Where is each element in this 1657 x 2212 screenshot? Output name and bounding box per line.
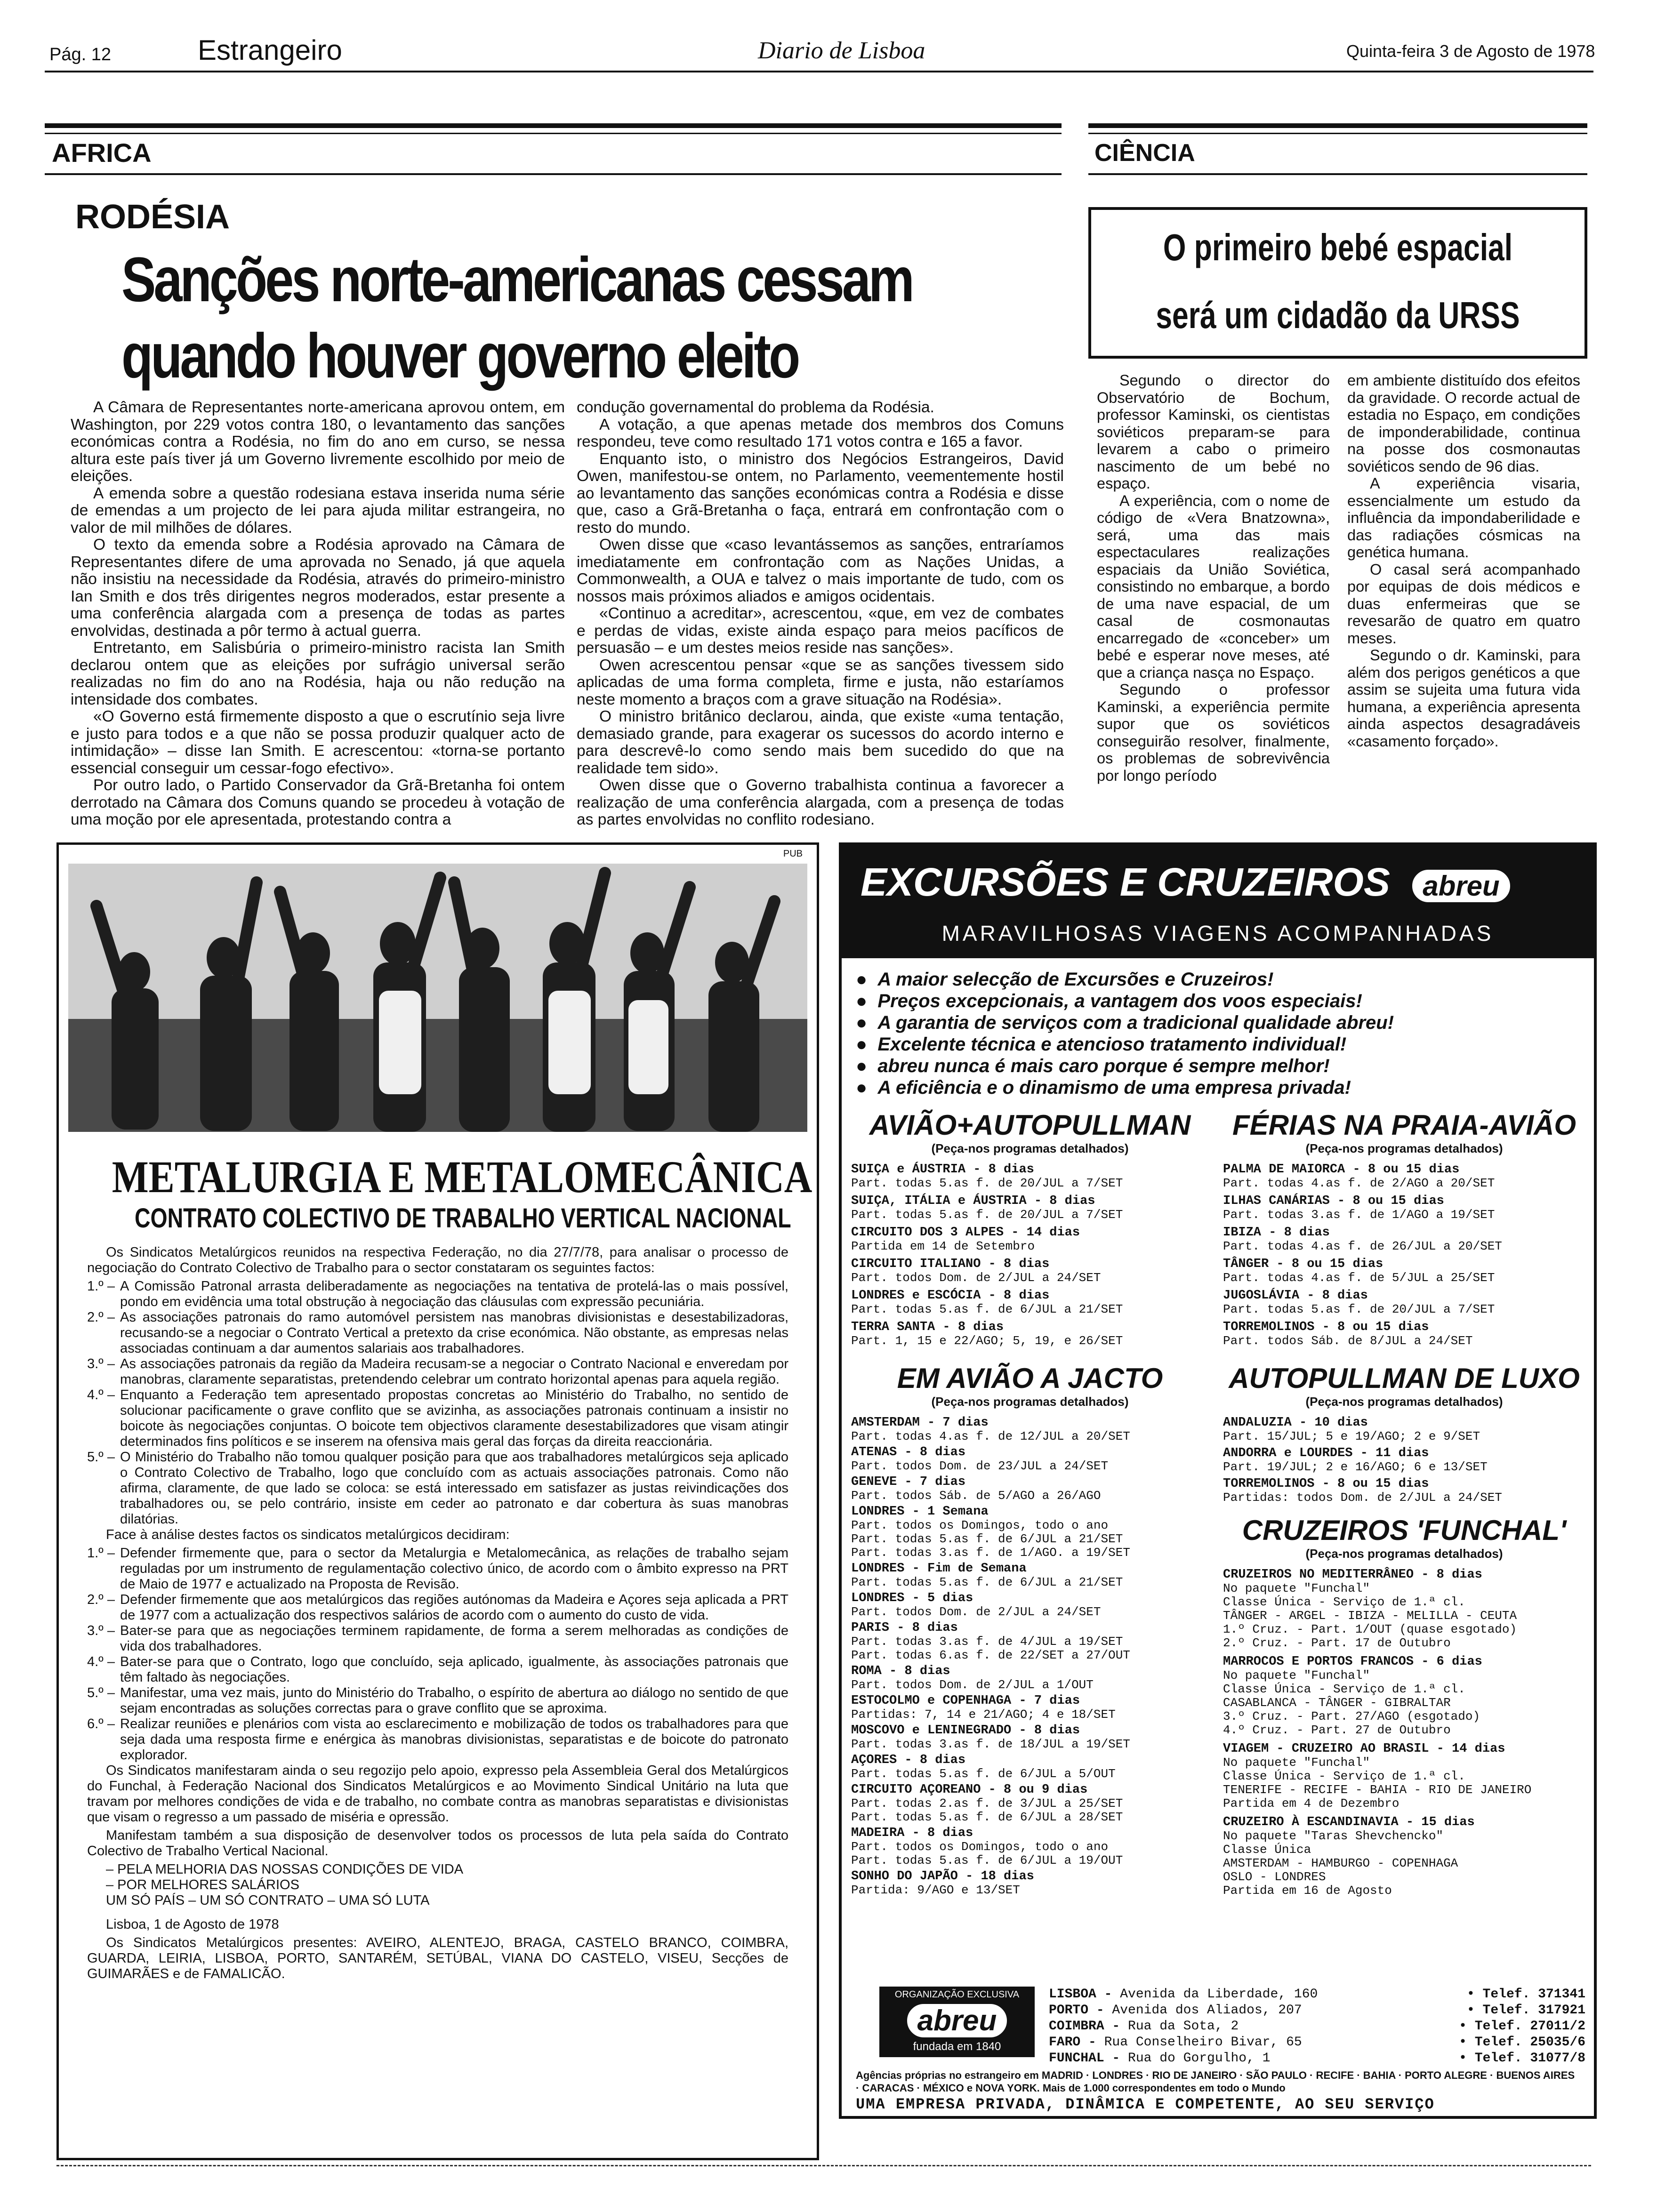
bullet-dot-icon: ●	[856, 969, 878, 990]
pub-label: PUB	[783, 849, 803, 859]
bullet-text: abreu nunca é mais caro porque é sempre melhor!	[877, 1056, 1330, 1076]
address-row	[1049, 2051, 1585, 2067]
trip-detail: Part. todas 5.as f. de 6/JUL a 19/OUT	[851, 1853, 1123, 1867]
trip-name: ILHAS CANÁRIAS - 8 ou 15 dias	[1223, 1194, 1444, 1208]
bullet-dot-icon: ●	[856, 991, 878, 1011]
trip-detail: Classe Única - Serviço de 1.ª cl.	[1223, 1769, 1465, 1783]
decision-text: Bater-se para que as negociações terminem rapidamente, de forma a serem melhoradas as condições de vida dos trabalhadores.	[120, 1623, 788, 1654]
abreu-bullet	[856, 1077, 1581, 1098]
article-column-1	[71, 399, 565, 829]
trip-detail: Part. todos os Domingos, todo o ano	[851, 1518, 1109, 1532]
trip-name: SUIÇA, ITÁLIA e ÁUSTRIA - 8 dias	[851, 1194, 1095, 1208]
trip-name: AMSTERDAM - 7 dias	[851, 1416, 989, 1430]
fact-text: Enquanto a Federação tem apresentado propostas concretas ao Ministério do Trabalho, no sentido de solucionar pacificamente o grave conflito que se avizinha, as associações patronais continuam a insistir no boicote às negociações conjuntas. O boicote tem objectivos claramente desestabilizadores que visam atingir determinados fins políticos e se inserem na ofensiva mais geral das forças da direita reaccionária.	[120, 1387, 788, 1449]
article-headline-line2: quando houver governo eleito	[121, 321, 798, 391]
trip-item	[851, 1162, 1209, 1190]
fact-text: O Ministério do Trabalho não tomou qualquer posição para que aos trabalhadores metalúrgicos seja aplicado o Contrato Colectivo de Trabalho, logo que concluído com as actuais associações patronais. Como não afirma, claramente, de que lado se coloca: se está interessado em satisfazer as justas reivindicações dos trabalhadores ou, se pelo contrário, insiste em ceder ao patronato e dar cobertura às suas manobras dilatórias.	[120, 1450, 788, 1527]
article-column-2	[577, 399, 1064, 829]
trip-name: CRUZEIRO À ESCANDINAVIA - 15 dias	[1223, 1815, 1475, 1829]
trip-detail: Part. todos Dom. de 23/JUL a 24/SET	[851, 1459, 1109, 1473]
category-subtitle: (Peça-nos programas detalhados)	[1305, 1547, 1503, 1561]
decision-item	[87, 1592, 788, 1623]
article-paragraph: Enquanto isto, o ministro dos Negócios Estrangeiros, David Owen, manifestou-se ontem, no Parlamento, veementemente hostil ao levantamento das sanções económicas contra a Rodésia e disse que, caso a Grã-Bretanha o faça, entrará em confrontação com o resto do mundo.	[577, 450, 1064, 537]
trip-detail: No paquete "Funchal"	[1223, 1581, 1370, 1595]
header-rule	[45, 71, 1593, 72]
trip-item	[1223, 1226, 1585, 1253]
africa-section-bottom	[45, 173, 1062, 175]
trip-detail: Part. todas 2.as f. de 3/JUL a 25/SET	[851, 1796, 1123, 1811]
fact-number: 5.º –	[87, 1450, 115, 1465]
trip-detail: TÂNGER - ARGEL - IBIZA - MELILLA - CEUTA	[1223, 1609, 1517, 1623]
trip-item	[851, 1723, 1209, 1751]
trip-name: PALMA DE MAIORCA - 8 ou 15 dias	[1223, 1162, 1460, 1177]
metal-ad-body	[87, 1245, 788, 1985]
address-street: Avenida da Liberdade, 160	[1120, 1987, 1318, 2002]
trip-item	[851, 1664, 1209, 1692]
abreu-logo-large: abreu	[905, 2002, 1009, 2039]
abreu-bullet	[856, 1012, 1581, 1034]
bullet-dot-icon: ●	[856, 1034, 878, 1055]
metal-ad-intro: Os Sindicatos Metalúrgicos reunidos na respectiva Federação, no dia 27/7/78, para analisar o processo de negociação do Contrato Colectivo de Trabalho para o sector constataram os seguintes factos:	[87, 1245, 788, 1275]
trip-detail: Partida: 9/AGO e 13/SET	[851, 1883, 1020, 1897]
address-telephone: • Telef. 25035/6	[1459, 2035, 1585, 2050]
ciencia-column-1	[1097, 372, 1330, 784]
decision-text: Defender firmemente que aos metalúrgicos das regiões autónomas da Madeira e Açores seja aplicada a PRT de 1977 com a actualização dos respectivos salários de acordo com o aumento do custo de vida.	[120, 1592, 788, 1623]
trip-item	[851, 1826, 1209, 1867]
fact-item	[87, 1450, 788, 1527]
article-paragraph: A Câmara de Representantes norte-americana aprovou ontem, em Washington, por 229 votos contra 180, o levantamento das sanções económicas contra a Rodésia, no fim do ano em curso, se nessa altura este país tiver já um Governo livremente escolhido por meio de eleições.	[71, 399, 565, 485]
bullet-text: A eficiência e o dinamismo de uma empresa privada!	[877, 1077, 1351, 1098]
slogan-line: UM SÓ PAÍS – UM SÓ CONTRATO – UMA SÓ LUTA	[106, 1893, 430, 1908]
trip-name: LONDRES - 1 Semana	[851, 1505, 989, 1519]
category-subtitle: (Peça-nos programas detalhados)	[931, 1141, 1129, 1155]
category-autopullman-luxo: AUTOPULLMAN DE LUXO	[1229, 1362, 1580, 1394]
trip-name: CIRCUITO ITALIANO - 8 dias	[851, 1257, 1050, 1271]
bullet-dot-icon: ●	[856, 1012, 878, 1033]
trip-detail: OSLO - LONDRES	[1223, 1870, 1326, 1884]
trip-name: ATENAS - 8 dias	[851, 1445, 966, 1459]
article-paragraph: Por outro lado, o Partido Conservador da Grã-Bretanha foi ontem derrotado na Câmara dos Comuns quando se procedeu à votação de uma moção por ele apresentada, protestando contra a	[71, 777, 565, 828]
address-street: Rua da Sota, 2	[1128, 2019, 1239, 2034]
trip-name: CIRCUITO AÇOREANO - 8 ou 9 dias	[851, 1783, 1088, 1797]
trip-detail: Part. todas 5.as f. de 20/JUL a 7/SET	[851, 1208, 1123, 1222]
decision-item	[87, 1685, 788, 1716]
article-headline-line1: Sanções norte-americanas cessam	[121, 245, 912, 315]
trip-name: CRUZEIROS NO MEDITERRÂNEO - 8 dias	[1223, 1568, 1482, 1582]
trip-detail: Part. todos os Domingos, todo o ano	[851, 1840, 1109, 1854]
metal-ad-subtitle-text: CONTRATO COLECTIVO DE TRABALHO VERTICAL NACIONAL	[135, 1203, 791, 1234]
africa-section-bar-2	[45, 133, 1062, 134]
article-paragraph: A votação, a que apenas metade dos membros dos Comuns respondeu, teve como resultado 171 votos contra e 165 a favor.	[577, 416, 1064, 450]
decision-item	[87, 1623, 788, 1654]
trip-detail: Part. todas 5.as f. de 20/JUL a 7/SET	[1223, 1302, 1495, 1316]
decision-text: Manifestar, uma vez mais, junto do Ministério do Trabalho, o espírito de abertura ao diálogo no sentido de que sejam encontradas as soluções correctas para o grave conflito que se aproxima.	[120, 1685, 788, 1716]
trip-item	[851, 1591, 1209, 1619]
category-aviao-jacto: EM AVIÃO A JACTO	[897, 1362, 1163, 1394]
trip-detail: Partida em 4 de Dezembro	[1223, 1796, 1400, 1811]
trip-detail: Part. todas 6.as f. de 22/SET a 27/OUT	[851, 1648, 1130, 1662]
trip-detail: Part. todas 4.as f. de 12/JUL a 20/SET	[851, 1429, 1130, 1443]
trip-name: VIAGEM - CRUZEIRO AO BRASIL - 14 dias	[1223, 1742, 1505, 1756]
trip-list-jacto	[851, 1416, 1209, 1897]
trip-item	[1223, 1742, 1585, 1811]
trip-detail: Part. todas 5.as f. de 6/JUL a 21/SET	[851, 1575, 1123, 1589]
decision-number: 2.º –	[87, 1592, 115, 1607]
trip-detail: Part. todos Dom. de 2/JUL a 24/SET	[851, 1271, 1101, 1285]
metal-ad-title-text: METALURGIA E METALOMECÂNICA	[112, 1152, 812, 1202]
category-subtitle: (Peça-nos programas detalhados)	[1305, 1395, 1503, 1409]
abreu-bullet	[856, 969, 1581, 990]
trip-detail: 1.º Cruz. - Part. 1/OUT (quase esgotado)	[1223, 1622, 1517, 1636]
abreu-title-text: EXCURSÕES E CRUZEIROS	[861, 860, 1390, 904]
address-row	[1049, 1987, 1585, 2003]
ciencia-section-bar-2	[1088, 133, 1587, 134]
trip-name: MADEIRA - 8 dias	[851, 1826, 973, 1840]
abreu-tagline: MARAVILHOSAS VIAGENS ACOMPANHADAS	[941, 921, 1494, 946]
slogan-line: – PELA MELHORIA DAS NOSSAS CONDIÇÕES DE VIDA	[106, 1862, 464, 1877]
trip-item	[851, 1445, 1209, 1473]
issue-date: Quinta-feira 3 de Agosto de 1978	[1346, 41, 1595, 61]
trip-detail: TENERIFE - RECIFE - BAHIA - RIO DE JANEIRO	[1223, 1783, 1532, 1797]
decision-text: Realizar reuniões e plenários com vista ao esclarecimento e mobilização de todos os trabalhadores para que seja dada uma resposta firme e enérgica às manobras divisionistas, separatistas e de boicote do patronato explorador.	[120, 1716, 788, 1763]
address-street: Avenida dos Aliados, 207	[1112, 2003, 1302, 2018]
trip-item	[1223, 1257, 1585, 1285]
article-paragraph: «O Governo está firmemente disposto a que o escrutínio seja livre e justo para todos e a que não se possa produzir qualquer acto de intimidação» – disse Ian Smith. E acrescentou: «torna-se portanto essencial conseguir um cessar-fogo efectivo».	[71, 708, 565, 777]
address-telephone: • Telef. 27011/2	[1459, 2019, 1585, 2034]
decision-number: 1.º –	[87, 1546, 115, 1561]
fact-text: As associações patronais do ramo automóvel persistem nas manobras divisionistas e desestabilizadoras, recusando-se a negociar o Contrato Vertical a pretexto da crise económica. Não obstante, as empresas nelas associadas continuam a dar aumentos salariais aos trabalhadores.	[120, 1310, 788, 1356]
article-paragraph: «Continuo a acreditar», acrescentou, «que, em vez de combates e perdas de vidas, existe ainda espaço para meios pacíficos de persuasão – e um destes meios reside nas sanções».	[577, 605, 1064, 657]
abreu-ad-frame	[839, 842, 1597, 2119]
bullet-text: Preços excepcionais, a vantagem dos voos especiais!	[877, 991, 1362, 1011]
ciencia-section-bar	[1088, 123, 1587, 128]
category-cruzeiros: CRUZEIROS 'FUNCHAL'	[1242, 1515, 1567, 1546]
abreu-addresses	[1049, 1987, 1585, 2067]
abreu-bullet	[856, 990, 1581, 1012]
trip-name: CIRCUITO DOS 3 ALPES - 14 dias	[851, 1226, 1080, 1240]
article-paragraph: O texto da emenda sobre a Rodésia aprovado na Câmara de Representantes difere de uma aprovada no Senado, já que aquela não insistiu na necessidade da Rodésia, através do primeiro-ministro Ian Smith e dos três dirigentes negros moderados, estar presente a uma conferência alargada com a presença de todas as partes envolvidas, destinada a pôr termo à actual guerra.	[71, 536, 565, 640]
trip-item	[1223, 1194, 1585, 1222]
trip-detail: 4.º Cruz. - Part. 27 de Outubro	[1223, 1723, 1451, 1737]
article-paragraph: Owen disse que o Governo trabalhista continua a favorecer a realização de uma conferência alargada, com a presença de todas as partes envolvidas no conflito rodesiano.	[577, 777, 1064, 828]
trip-detail: CASABLANCA - TÂNGER - GIBRALTAR	[1223, 1696, 1451, 1710]
ciencia-title-line1: O primeiro bebé espacial	[1163, 226, 1513, 268]
trip-detail: Part. todos Sáb. de 5/AGO a 26/AGO	[851, 1489, 1101, 1503]
trip-item	[1223, 1655, 1585, 1737]
trip-detail: Part. todas 5.as f. de 6/JUL a 21/SET	[851, 1532, 1123, 1546]
trip-detail: Classe Única - Serviço de 1.ª cl.	[1223, 1682, 1465, 1696]
trip-item	[851, 1416, 1209, 1443]
protest-photo	[68, 864, 807, 1132]
abreu-bullets	[856, 969, 1581, 1098]
trip-detail: Part. todas 3.as f. de 4/JUL a 19/SET	[851, 1635, 1123, 1649]
trip-detail: Part. 19/JUL; 2 e 16/AGO; 6 e 13/SET	[1223, 1460, 1488, 1474]
trip-name: JUGOSLÁVIA - 8 dias	[1223, 1289, 1368, 1303]
trip-detail: Part. todas 5.as f. de 6/JUL a 28/SET	[851, 1810, 1123, 1824]
trip-name: SUIÇA e ÁUSTRIA - 8 dias	[851, 1162, 1034, 1177]
trip-list-luxo	[1223, 1416, 1585, 1505]
decision-text: Bater-se para que o Contrato, logo que concluído, seja aplicado, igualmente, às associações patronais que têm faltado às negociações.	[120, 1654, 788, 1685]
category-subtitle: (Peça-nos programas detalhados)	[1305, 1141, 1503, 1155]
trip-name: GENEVE - 7 dias	[851, 1475, 966, 1489]
ciencia-section-label: CIÊNCIA	[1094, 139, 1195, 167]
trip-item	[1223, 1477, 1585, 1505]
trip-detail: 2.º Cruz. - Part. 17 de Outubro	[1223, 1636, 1451, 1650]
bullet-text: A maior selecção de Excursões e Cruzeiros!	[877, 969, 1274, 990]
protest-illustration	[68, 864, 807, 1132]
trip-detail: Part. todas 3.as f. de 18/JUL a 19/SET	[851, 1737, 1130, 1751]
trip-list-cruzeiros	[1223, 1568, 1585, 1898]
africa-section-bar	[45, 123, 1062, 128]
address-street: Rua Conselheiro Bivar, 65	[1104, 2035, 1302, 2050]
trip-detail: Part. todas 5.as f. de 6/JUL a 5/OUT	[851, 1767, 1116, 1781]
fact-text: As associações patronais da região da Madeira recusam-se a negociar o Contrato Nacional e enveredam por manobras, claramente separatistas, pretendendo celebrar um contrato horizontal apenas para aquela região.	[120, 1356, 788, 1387]
abreu-footer-logo	[879, 1987, 1035, 2057]
metal-ad-closing: Os Sindicatos manifestaram ainda o seu regozijo pelo apoio, expresso pela Assembleia Geral dos Metalúrgicos do Funchal, à Federação Nacional dos Sindicatos Metalúrgicos e ao Movimento Sindical Unitário na luta que travam por melhores condições de vida e de trabalho, no combate contra as manobras separatistas e divisionistas que visam o regresso a um passado de miséria e opressão.	[87, 1763, 788, 1825]
article-paragraph: A emenda sobre a questão rodesiana estava inserida numa série de emendas a um projecto de lei para ajuda militar estrangeira, no valor de mil milhões de dólares.	[71, 484, 565, 537]
ciencia-paragraph: Segundo o dr. Kaminski, para além dos perigos genéticos a que assim se sujeita uma futura vida humana, a experiência apresenta ainda aspectos desagradáveis «casamento forçado».	[1347, 647, 1580, 750]
trip-list-ferias	[1223, 1162, 1585, 1348]
fact-number: 4.º –	[87, 1387, 115, 1403]
trip-name: PARIS - 8 dias	[851, 1621, 958, 1635]
article-paragraph: condução governamental do problema da Rodésia.	[577, 399, 934, 416]
trip-item	[851, 1226, 1209, 1253]
bullet-text: A garantia de serviços com a tradicional qualidade abreu!	[877, 1012, 1394, 1033]
address-city: LISBOA -	[1049, 1987, 1120, 2002]
logo-bottom-text: fundada em 1840	[913, 2040, 1001, 2053]
category-aviao-autopullman: AVIÃO+AUTOPULLMAN	[869, 1109, 1191, 1141]
trip-detail: Classe Única - Serviço de 1.ª cl.	[1223, 1595, 1465, 1609]
trip-name: MOSCOVO e LENINEGRADO - 8 dias	[851, 1723, 1080, 1738]
trip-name: IBIZA - 8 dias	[1223, 1226, 1330, 1240]
trip-name: ANDORRA e LOURDES - 11 dias	[1223, 1446, 1429, 1460]
trip-name: TERRA SANTA - 8 dias	[851, 1320, 1004, 1334]
trip-item	[851, 1257, 1209, 1285]
fact-item	[87, 1356, 788, 1387]
decision-item	[87, 1546, 788, 1592]
trip-item	[851, 1320, 1209, 1348]
abreu-header	[842, 845, 1594, 958]
ciencia-paragraph: A experiência visaria, essencialmente um estudo da influência da impondaberilidade e das radiações cósmicas na genética humana.	[1347, 475, 1580, 561]
address-city: FARO -	[1049, 2035, 1104, 2050]
ciencia-title-line2: será um cidadão da URSS	[1156, 294, 1520, 336]
decision-number: 4.º –	[87, 1654, 115, 1669]
decision-number: 3.º –	[87, 1623, 115, 1638]
category-ferias-praia: FÉRIAS NA PRAIA-AVIÃO	[1232, 1109, 1577, 1141]
address-row	[1049, 2003, 1585, 2019]
metal-ad-title	[59, 1151, 817, 1203]
trip-detail: Partidas: 7, 14 e 21/AGO; 4 e 18/SET	[851, 1707, 1116, 1722]
trip-item	[851, 1783, 1209, 1824]
trip-item	[1223, 1568, 1585, 1650]
fact-item	[87, 1310, 788, 1356]
address-row	[1049, 2019, 1585, 2035]
trip-list-aviao	[851, 1162, 1209, 1348]
trip-detail: No paquete "Funchal"	[1223, 1755, 1370, 1770]
trip-item	[851, 1869, 1209, 1897]
metal-ad-subtitle	[59, 1202, 817, 1234]
abreu-bullet	[856, 1034, 1581, 1055]
trip-name: SONHO DO JAPÃO - 18 dias	[851, 1869, 1034, 1883]
ciencia-paragraph: O casal será acompanhado por equipas de dois médicos e duas enfermeiras que se revesarão de quatro em quatro meses.	[1347, 561, 1580, 647]
newspaper-name: Diario de Lisboa	[758, 37, 925, 64]
trip-name: TORREMOLINOS - 8 ou 15 dias	[1223, 1477, 1429, 1491]
fact-text: A Comissão Patronal arrasta deliberadamente as negociações na tentativa de protelá-las o mais possível, pondo em evidência uma total obstrução à negociação das cláusulas com expressão pecuniária.	[120, 1279, 788, 1309]
address-telephone: • Telef. 31077/8	[1459, 2051, 1585, 2066]
trip-item	[851, 1505, 1209, 1560]
trip-detail: Partidas: todos Dom. de 2/JUL a 24/SET	[1223, 1491, 1502, 1505]
abreu-left-column	[851, 1109, 1209, 1899]
trip-detail: Part. todas 5.as f. de 20/JUL a 7/SET	[851, 1176, 1123, 1190]
metal-ad-signatories: Os Sindicatos Metalúrgicos presentes: AVEIRO, ALENTEJO, BRAGA, CASTELO BRANCO, COIMBRA, GUARDA, LEIRIA, LISBOA, PORTO, SANTARÉM, SETÚBAL, VIANA DO CASTELO, VISEU, Secções de GUIMARÃES e de FAMALICÃO.	[87, 1935, 788, 1981]
trip-detail: Part. todas 4.as f. de 2/AGO a 20/SET	[1223, 1176, 1495, 1190]
trip-detail: Part. todos Dom. de 2/JUL a 24/SET	[851, 1605, 1101, 1619]
slogan-line: – POR MELHORES SALÁRIOS	[106, 1877, 299, 1892]
logo-top-text: ORGANIZAÇÃO EXCLUSIVA	[894, 1989, 1020, 2000]
trip-name: LONDRES - Fim de Semana	[851, 1562, 1027, 1576]
trip-detail: Part. 1, 15 e 22/AGO; 5, 19, e 26/SET	[851, 1334, 1123, 1348]
decision-number: 5.º –	[87, 1685, 115, 1700]
trip-detail: Part. 15/JUL; 5 e 19/AGO; 2 e 9/SET	[1223, 1429, 1480, 1443]
section-name: Estrangeiro	[198, 34, 342, 66]
trip-item	[1223, 1162, 1585, 1190]
trip-item	[1223, 1416, 1585, 1443]
trip-item	[1223, 1289, 1585, 1316]
fact-number: 3.º –	[87, 1356, 115, 1371]
ciencia-paragraph: A experiência, com o nome de código de «Vera Bnatzowna», será, uma das mais espectaculares realizações espaciais da União Soviética, consistindo no embarque, a bordo de uma nave espacial, de um casal de cosmonautas encarregado de «conceber» um bebé e esperar nove meses, até que a criança nasça no Espaço.	[1097, 492, 1330, 681]
article-kicker: RODÉSIA	[75, 198, 230, 236]
ciencia-paragraph: Segundo o director do Observatório de Bochum, professor Kaminski, os cientistas soviéticos preparam-se para levarem a cabo o primeiro nascimento de um bebé no espaço.	[1097, 372, 1330, 492]
trip-item	[851, 1562, 1209, 1589]
trip-name: ROMA - 8 dias	[851, 1664, 950, 1678]
decision-number: 6.º –	[87, 1716, 115, 1731]
article-paragraph: O ministro britânico declarou, ainda, que existe «uma tentação, demasiado grande, para exagerar os sucessos do acordo interno e para descrevê-lo como sendo mais bem sucedido do que na realidade tem sido».	[577, 708, 1064, 777]
decision-text: Defender firmemente que, para o sector da Metalurgia e Metalomecânica, as relações de trabalho sejam reguladas por um instrumento de regulamentação colectivo único, de acordo com o âmbito expresso na PRT de Maio de 1977 e actualizado na Proposta de Revisão.	[120, 1546, 788, 1592]
trip-detail: Part. todas 3.as f. de 1/AGO a 19/SET	[1223, 1208, 1495, 1222]
article-paragraph: Owen disse que «caso levantássemos as sanções, entraríamos imediatamente em confrontação com as Nações Unidas, a Commonwealth, a OUA e talvez o mais importante de tudo, com os nossos mais próximos aliados e amigos ocidentais.	[577, 536, 1064, 605]
trip-item	[851, 1475, 1209, 1503]
trip-detail: Part. todas 5.as f. de 6/JUL a 21/SET	[851, 1302, 1123, 1316]
trip-item	[851, 1753, 1209, 1781]
abreu-bullet	[856, 1055, 1581, 1077]
address-city: FUNCHAL -	[1049, 2051, 1128, 2066]
trip-name: ANDALUZIA - 10 dias	[1223, 1416, 1368, 1430]
fact-item	[87, 1387, 788, 1450]
ciencia-paragraph: Segundo o professor Kaminski, a experiência permite supor que os soviéticos conseguirão resolver, finalmente, os problemas de sobrevivência por longo período	[1097, 681, 1330, 784]
fact-number: 1.º –	[87, 1279, 115, 1294]
trip-name: ESTOCOLMO e COPENHAGA - 7 dias	[851, 1694, 1080, 1708]
page-number: Pág. 12	[49, 45, 111, 64]
trip-item	[851, 1194, 1209, 1222]
trip-name: TORREMOLINOS - 8 ou 15 dias	[1223, 1320, 1429, 1334]
article-paragraph: Owen acrescentou pensar «que se as sanções tivessem sido aplicadas de uma forma completa, firme e justa, não estaríamos neste momento a braços com a grave situação na Rodésia».	[577, 656, 1064, 708]
metal-ad-closing: Manifestam também a sua disposição de desenvolver todos os processos de luta pela saída do Contrato Colectivo de Trabalho Vertical Nacional.	[87, 1828, 788, 1859]
ciencia-section-bottom	[1088, 173, 1587, 175]
africa-section-label: AFRICA	[52, 138, 152, 168]
trip-name: AÇORES - 8 dias	[851, 1753, 966, 1767]
abreu-slogan: UMA EMPRESA PRIVADA, DINÂMICA E COMPETENTE, AO SEU SERVIÇO	[856, 2096, 1435, 2113]
bullet-text: Excelente técnica e atencioso tratamento individual!	[877, 1034, 1347, 1055]
metal-ad-date: Lisboa, 1 de Agosto de 1978	[106, 1917, 279, 1932]
address-telephone: • Telef. 317921	[1466, 2003, 1585, 2018]
trip-item	[1223, 1815, 1585, 1898]
trip-detail: Part. todas 4.as f. de 26/JUL a 20/SET	[1223, 1239, 1502, 1253]
metal-ad-frame	[56, 842, 819, 2160]
address-telephone: • Telef. 371341	[1466, 1987, 1585, 2002]
bottom-rule	[56, 2165, 1591, 2166]
ciencia-title-box	[1088, 207, 1587, 359]
bullet-dot-icon: ●	[856, 1077, 878, 1098]
trip-detail: No paquete "Taras Shevchencko"	[1223, 1829, 1444, 1843]
trip-item	[851, 1621, 1209, 1662]
trip-item	[851, 1289, 1209, 1316]
fact-number: 2.º –	[87, 1310, 115, 1325]
trip-detail: Partida em 16 de Agosto	[1223, 1883, 1392, 1898]
address-street: Rua do Gorgulho, 1	[1128, 2051, 1271, 2066]
fact-item	[87, 1279, 788, 1310]
category-subtitle: (Peça-nos programas detalhados)	[931, 1395, 1129, 1409]
trip-detail: Part. todos Sáb. de 8/JUL a 24/SET	[1223, 1334, 1473, 1348]
trip-item	[1223, 1320, 1585, 1348]
trip-detail: Part. todas 4.as f. de 5/JUL a 25/SET	[1223, 1271, 1495, 1285]
trip-detail: 3.º Cruz. - Part. 27/AGO (esgotado)	[1223, 1709, 1480, 1723]
ciencia-column-2	[1347, 372, 1580, 750]
abreu-logo: abreu	[1410, 868, 1512, 904]
trip-detail: Classe Única	[1223, 1843, 1311, 1857]
metal-ad-decided: Face à análise destes factos os sindicatos metalúrgicos decidiram:	[106, 1527, 510, 1542]
abreu-right-column	[1223, 1109, 1585, 1902]
abreu-title	[861, 859, 1512, 905]
trip-detail: No paquete "Funchal"	[1223, 1668, 1370, 1683]
trip-detail: Part. todos Dom. de 2/JUL a 1/OUT	[851, 1678, 1094, 1692]
trip-detail: Partida em 14 de Setembro	[851, 1239, 1035, 1253]
trip-name: LONDRES e ESCÓCIA - 8 dias	[851, 1289, 1050, 1303]
abreu-agencies: Agências próprias no estrangeiro em MADRID · LONDRES · RIO DE JANEIRO · SÃO PAULO · RECIFE · BAHIA · PORTO ALEGRE · BUENOS AIRES · CARACAS · MÉXICO e NOVA YORK. Mais de 1.000 correspondentes em todo o Mundo	[856, 2069, 1575, 2094]
address-city: PORTO -	[1049, 2003, 1112, 2018]
decision-item	[87, 1654, 788, 1685]
trip-item	[1223, 1446, 1585, 1474]
article-paragraph: Entretanto, em Salisbúria o primeiro-ministro racista Ian Smith declarou ontem que as eleições por sufrágio universal serão realizadas no fim do ano na Rodésia, haja ou não redução na intensidade dos combates.	[71, 639, 565, 708]
trip-name: LONDRES - 5 dias	[851, 1591, 973, 1605]
address-city: COIMBRA -	[1049, 2019, 1128, 2034]
address-row	[1049, 2035, 1585, 2051]
ciencia-paragraph: em ambiente distituído dos efeitos da gravidade. O recorde actual de estadia no Espaço, em condições de imponderabilidade, continua na posse dos cosmonautas soviéticos sendo de 96 dias.	[1347, 372, 1580, 475]
trip-detail: AMSTERDAM - HAMBURGO - COPENHAGA	[1223, 1856, 1458, 1870]
trip-item	[851, 1694, 1209, 1722]
trip-detail: Part. todas 3.as f. de 1/AGO. a 19/SET	[851, 1546, 1130, 1560]
trip-name: TÂNGER - 8 ou 15 dias	[1223, 1257, 1384, 1271]
trip-name: MARROCOS E PORTOS FRANCOS - 6 dias	[1223, 1655, 1482, 1669]
decision-item	[87, 1716, 788, 1763]
bullet-dot-icon: ●	[856, 1056, 878, 1076]
